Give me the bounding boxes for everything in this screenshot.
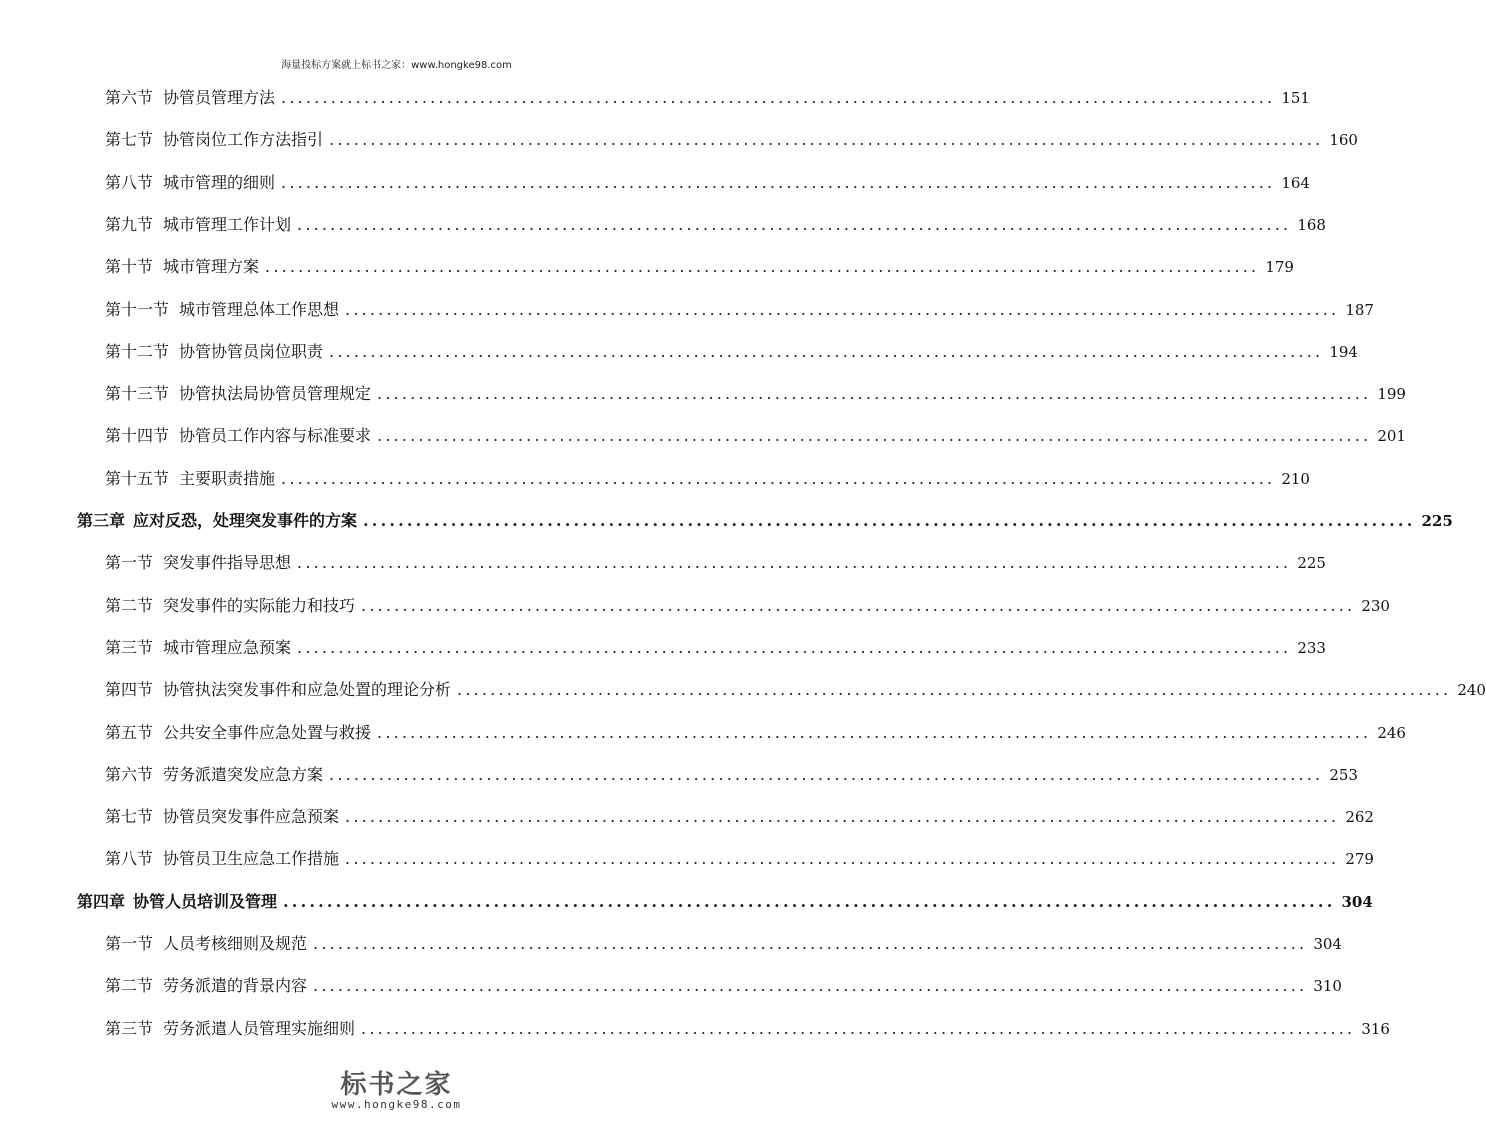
toc-section-entry[interactable]	[105, 210, 1326, 240]
toc-entry-page: 160	[1329, 131, 1358, 150]
toc-entry-number: 第十四节	[105, 426, 170, 446]
toc-section-entry[interactable]	[105, 760, 1358, 790]
toc-section-entry[interactable]	[105, 548, 1326, 578]
toc-leader-dots: ........................................................................................................................	[281, 88, 1276, 107]
toc-leader-dots: ........................................................................................................................	[329, 764, 1324, 784]
toc-entry-title: 劳务派遣的背景内容	[163, 976, 308, 996]
footer-url: www.hongke98.com	[331, 1098, 462, 1111]
toc-leader-dots: ........................................................................................................................	[345, 807, 1340, 827]
toc-entry-number: 第二节	[105, 595, 154, 615]
toc-entry-page: 304	[1341, 892, 1373, 911]
toc-section-entry[interactable]	[105, 464, 1310, 494]
toc-entry-title: 城市管理工作计划	[163, 214, 292, 234]
toc-leader-dots: ........................................................................................................................	[363, 511, 1416, 530]
toc-entry-page: 164	[1281, 173, 1310, 192]
toc-entry-page: 194	[1329, 342, 1358, 361]
toc-entry-number: 第十节	[105, 257, 154, 277]
toc-leader-dots: ........................................................................................................................	[297, 637, 1292, 657]
toc-entry-page: 240	[1457, 681, 1486, 700]
toc-section-entry[interactable]	[105, 675, 1486, 705]
toc-section-entry[interactable]	[105, 337, 1358, 367]
toc-section-entry[interactable]	[105, 844, 1374, 874]
toc-leader-dots: ........................................................................................................................	[377, 384, 1372, 404]
toc-section-entry[interactable]	[105, 83, 1310, 113]
toc-entry-page: 199	[1377, 385, 1406, 404]
toc-leader-dots: ........................................................................................................................	[457, 680, 1452, 700]
toc-entry-number: 第三章	[77, 511, 126, 530]
toc-entry-page: 262	[1345, 808, 1374, 827]
toc-section-entry[interactable]	[105, 1014, 1390, 1044]
toc-entry-title: 城市管理的细则	[163, 172, 276, 192]
toc-entry-title: 协管员管理方法	[163, 88, 276, 107]
toc-entry-title: 协管执法局协管员管理规定	[179, 384, 372, 404]
toc-entry-page: 201	[1377, 427, 1406, 446]
toc-entry-page: 310	[1313, 977, 1342, 996]
toc-section-entry[interactable]	[105, 718, 1406, 748]
toc-entry-title: 突发事件的实际能力和技巧	[163, 595, 356, 615]
toc-entry-title: 协管执法突发事件和应急处置的理论分析	[163, 680, 452, 700]
toc-entry-title: 协管岗位工作方法指引	[163, 130, 324, 150]
toc-entry-page: 151	[1281, 89, 1310, 107]
toc-entry-page: 279	[1345, 850, 1374, 869]
toc-entry-title: 协管人员培训及管理	[133, 891, 278, 911]
toc-entry-title: 劳务派遣人员管理实施细则	[163, 1018, 356, 1038]
toc-leader-dots: ........................................................................................................................	[345, 849, 1340, 869]
toc-section-entry[interactable]	[105, 971, 1342, 1001]
toc-entry-title: 协管员突发事件应急预案	[163, 807, 340, 827]
toc-leader-dots: ........................................................................................................................	[329, 341, 1324, 361]
toc-entry-title: 劳务派遣突发应急方案	[163, 764, 324, 784]
toc-entry-number: 第三节	[105, 1018, 154, 1038]
toc-leader-dots: ........................................................................................................................	[377, 722, 1372, 742]
toc-entry-title: 应对反恐，处理突发事件的方案	[133, 511, 358, 530]
toc-entry-number: 第四节	[105, 680, 154, 700]
toc-entry-page: 168	[1297, 215, 1326, 234]
toc-entry-page: 253	[1329, 765, 1358, 784]
toc-entry-number: 第二节	[105, 976, 154, 996]
toc-entry-title: 主要职责措施	[179, 468, 276, 488]
toc-entry-title: 人员考核细则及规范	[163, 934, 308, 953]
toc-entry-number: 第十二节	[105, 341, 170, 361]
toc-leader-dots: ........................................................................................................................	[281, 172, 1276, 192]
toc-section-entry[interactable]	[105, 929, 1342, 959]
toc-leader-dots: ........................................................................................................................	[345, 299, 1340, 319]
toc-chapter-entry[interactable]	[77, 506, 1453, 536]
toc-section-entry[interactable]	[105, 125, 1358, 155]
toc-entry-title: 协管员工作内容与标准要求	[179, 426, 372, 446]
toc-entry-number: 第三节	[105, 637, 154, 657]
toc-entry-title: 城市管理应急预案	[163, 637, 292, 657]
toc-section-entry[interactable]	[105, 168, 1310, 198]
toc-entry-page: 304	[1313, 935, 1342, 953]
toc-entry-page: 179	[1265, 258, 1294, 277]
toc-leader-dots: ........................................................................................................................	[329, 130, 1324, 150]
toc-leader-dots: ........................................................................................................................	[281, 468, 1276, 488]
toc-section-entry[interactable]	[105, 591, 1390, 621]
toc-entry-page: 187	[1345, 300, 1374, 319]
toc-entry-title: 公共安全事件应急处置与救援	[163, 722, 372, 742]
toc-entry-page: 225	[1297, 554, 1326, 573]
toc-section-entry[interactable]	[105, 633, 1326, 663]
toc-entry-page: 316	[1361, 1019, 1390, 1038]
toc-leader-dots: ........................................................................................................................	[361, 595, 1356, 615]
toc-entry-number: 第五节	[105, 722, 154, 742]
toc-section-entry[interactable]	[105, 379, 1406, 409]
toc-entry-title: 协管协管员岗位职责	[179, 341, 324, 361]
toc-entry-page: 246	[1377, 723, 1406, 742]
toc-leader-dots: ........................................................................................................................	[313, 934, 1308, 953]
toc-entry-number: 第九节	[105, 214, 154, 234]
toc-entry-title: 协管员卫生应急工作措施	[163, 849, 340, 869]
toc-leader-dots: ........................................................................................................................	[265, 257, 1260, 277]
toc-entry-number: 第八节	[105, 172, 154, 192]
toc-section-entry[interactable]	[105, 802, 1374, 832]
toc-section-entry[interactable]	[105, 421, 1406, 451]
toc-entry-page: 225	[1421, 512, 1453, 530]
toc-entry-number: 第一节	[105, 553, 154, 573]
toc-leader-dots: ........................................................................................................................	[377, 426, 1372, 446]
page-header: 海量投标方案就上标书之家：www.hongke98.com	[281, 60, 512, 71]
toc-leader-dots: ........................................................................................................................	[283, 891, 1336, 911]
toc-entry-page: 233	[1297, 638, 1326, 657]
toc-entry-number: 第十五节	[105, 468, 170, 488]
toc-entry-number: 第一节	[105, 934, 154, 953]
toc-entry-number: 第十一节	[105, 299, 170, 319]
toc-entry-number: 第六节	[105, 88, 154, 107]
toc-leader-dots: ........................................................................................................................	[297, 214, 1292, 234]
toc-entry-number: 第八节	[105, 849, 154, 869]
toc-chapter-entry[interactable]	[77, 887, 1373, 917]
toc-leader-dots: ........................................................................................................................	[313, 976, 1308, 996]
toc-entry-title: 城市管理总体工作思想	[179, 299, 340, 319]
toc-leader-dots: ........................................................................................................................	[297, 553, 1292, 573]
toc-entry-number: 第六节	[105, 764, 154, 784]
toc-entry-number: 第四章	[77, 891, 126, 911]
toc-entry-page: 210	[1281, 469, 1310, 488]
toc-section-entry[interactable]	[105, 295, 1374, 325]
footer-logo: 标书之家	[340, 1070, 453, 1100]
toc-section-entry[interactable]	[105, 252, 1294, 282]
toc-entry-page: 230	[1361, 596, 1390, 615]
toc-leader-dots: ........................................................................................................................	[361, 1018, 1356, 1038]
toc-entry-title: 突发事件指导思想	[163, 553, 292, 573]
toc-entry-number: 第七节	[105, 807, 154, 827]
toc-entry-title: 城市管理方案	[163, 257, 260, 277]
toc-entry-number: 第七节	[105, 130, 154, 150]
toc-entry-number: 第十三节	[105, 384, 170, 404]
